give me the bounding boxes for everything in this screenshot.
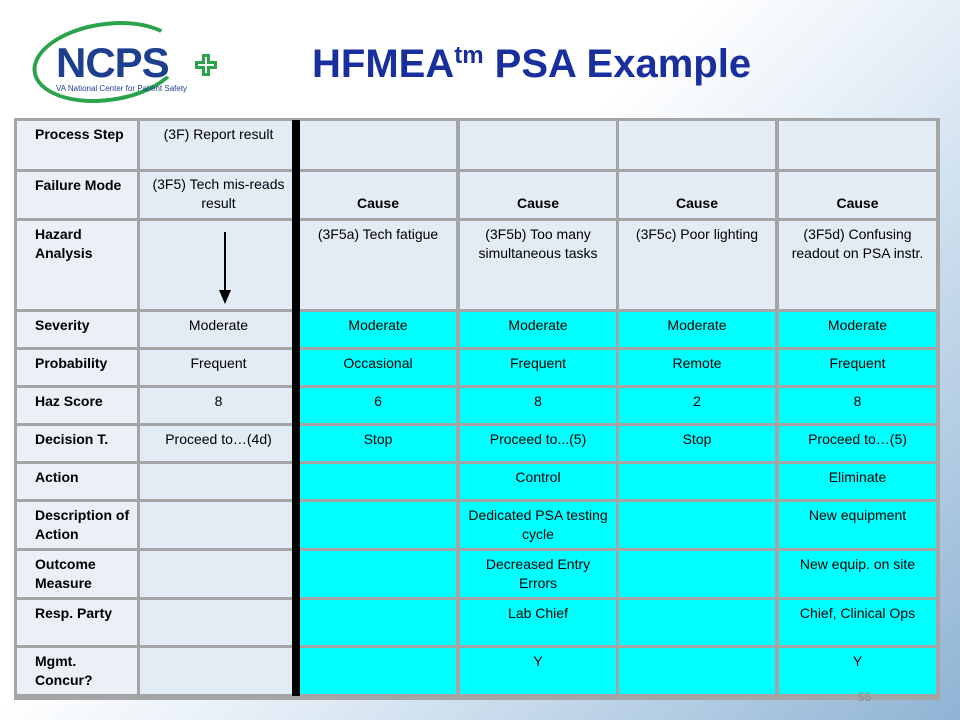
- table-cell: New equipment: [779, 502, 936, 548]
- table-cell: New equip. on site: [779, 551, 936, 597]
- row-label: Failure Mode: [17, 172, 137, 218]
- medical-cross-icon: [195, 54, 217, 76]
- table-cell: [779, 121, 936, 169]
- table-cell: Cause: [460, 172, 616, 218]
- down-arrow-icon: [218, 232, 232, 304]
- slide-title: [312, 40, 751, 88]
- table-cell: 6: [300, 388, 456, 423]
- table-cell: [619, 600, 775, 645]
- row-label: Process Step: [17, 121, 137, 169]
- row-label: Outcome Measure: [17, 551, 137, 597]
- row-label: Resp. Party: [17, 600, 137, 645]
- table-cell: (3F5c) Poor lighting: [619, 221, 775, 309]
- table-cell: 8: [460, 388, 616, 423]
- table-cell: Frequent: [779, 350, 936, 385]
- table-cell: (3F) Report result: [140, 121, 297, 169]
- table-cell: [300, 648, 456, 694]
- row-label: Hazard Analysis: [17, 221, 137, 309]
- table-cell: Proceed to...(5): [460, 426, 616, 461]
- table-cell: Frequent: [140, 350, 297, 385]
- title-main: HFMEA: [312, 42, 455, 86]
- table-cell: Remote: [619, 350, 775, 385]
- table-cell: Dedicated PSA testing cycle: [460, 502, 616, 548]
- table-cell: [140, 502, 297, 548]
- table-cell: Proceed to…(5): [779, 426, 936, 461]
- table-cell: 8: [779, 388, 936, 423]
- table-cell: Y: [779, 648, 936, 694]
- table-cell: (3F5b) Too many simultaneous tasks: [460, 221, 616, 309]
- logo-subtitle: VA National Center for Patient Safety: [56, 84, 188, 93]
- table-cell: (3F5d) Confusing readout on PSA instr.: [779, 221, 936, 309]
- table-cell: [619, 502, 775, 548]
- row-label: Severity: [17, 312, 137, 347]
- row-label: Decision T.: [17, 426, 137, 461]
- table-cell: [619, 464, 775, 499]
- row-label: Action: [17, 464, 137, 499]
- table-cell: [140, 464, 297, 499]
- table-cell: (3F5) Tech mis-reads result: [140, 172, 297, 218]
- hfmea-table: [14, 118, 940, 700]
- table-cell: Decreased Entry Errors: [460, 551, 616, 597]
- title-superscript: tm: [454, 42, 484, 69]
- row-label: Probability: [17, 350, 137, 385]
- logo-mark: NCPS: [56, 39, 169, 86]
- table-cell: [140, 551, 297, 597]
- row-label: Description of Action: [17, 502, 137, 548]
- table-cell: Lab Chief: [460, 600, 616, 645]
- table-cell: Control: [460, 464, 616, 499]
- table-cell: Stop: [619, 426, 775, 461]
- table-cell: Occasional: [300, 350, 456, 385]
- table-cell: [619, 121, 775, 169]
- ncps-logo: [32, 22, 192, 106]
- table-cell: Moderate: [300, 312, 456, 347]
- table-cell: Cause: [619, 172, 775, 218]
- table-cell: 8: [140, 388, 297, 423]
- table-cell: Proceed to…(4d): [140, 426, 297, 461]
- row-label: Haz Score: [17, 388, 137, 423]
- table-cell: [300, 464, 456, 499]
- table-cell: (3F5a) Tech fatigue: [300, 221, 456, 309]
- table-cell: [140, 648, 297, 694]
- table-cell: [140, 600, 297, 645]
- table-cell: Moderate: [460, 312, 616, 347]
- table-cell: [300, 600, 456, 645]
- table-cell: Eliminate: [779, 464, 936, 499]
- table-cell: Moderate: [140, 312, 297, 347]
- table-cell: [300, 551, 456, 597]
- table-cell: Moderate: [779, 312, 936, 347]
- table-cell: [300, 502, 456, 548]
- table-cell: Moderate: [619, 312, 775, 347]
- table-cell: Cause: [779, 172, 936, 218]
- table-cell: [619, 551, 775, 597]
- table-cell: Chief, Clinical Ops: [779, 600, 936, 645]
- table-cell: Y: [460, 648, 616, 694]
- table-cell: Frequent: [460, 350, 616, 385]
- table-cell: Stop: [300, 426, 456, 461]
- column-divider: [292, 120, 300, 696]
- title-rest: PSA Example: [483, 42, 752, 86]
- table-cell: 2: [619, 388, 775, 423]
- table-cell: [300, 121, 456, 169]
- row-label: Mgmt. Concur?: [17, 648, 137, 694]
- table-cell: Cause: [300, 172, 456, 218]
- table-cell: [460, 121, 616, 169]
- page-number: 55: [858, 690, 872, 704]
- table-cell: [619, 648, 775, 694]
